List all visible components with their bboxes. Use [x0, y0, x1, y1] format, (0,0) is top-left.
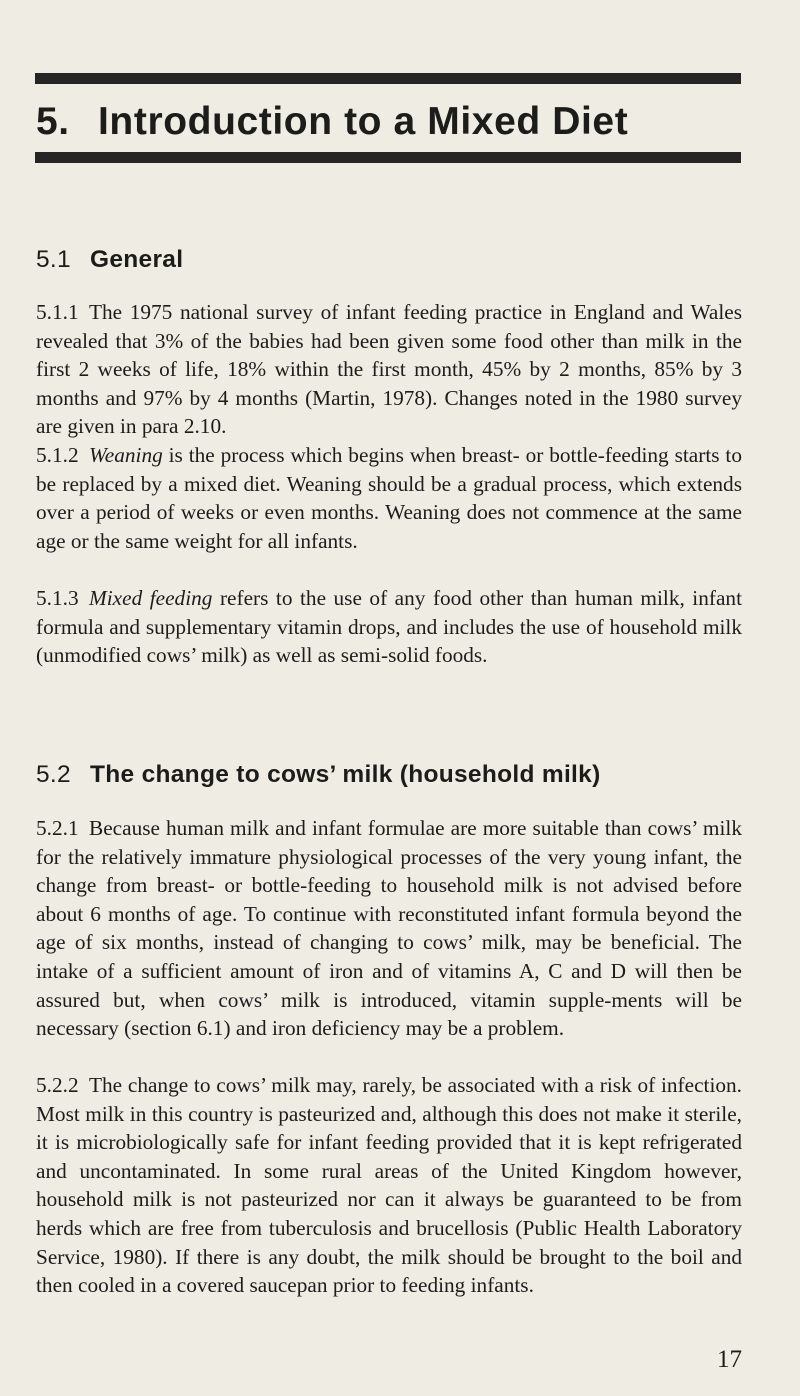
paragraph-number: 5.1.3	[36, 586, 79, 610]
paragraph-number: 5.2.2	[36, 1073, 79, 1097]
page-number: 17	[717, 1346, 742, 1373]
section-heading-5-1	[36, 245, 183, 275]
paragraph-text: refers to the use of any food other than human milk, infant formula and supplementary vitamin drops, and includes the use of household milk (unmodified cows’ milk) as well as semi-solid foods.	[36, 586, 742, 668]
paragraph-5-2-1	[36, 814, 742, 1043]
paragraph-5-1-1	[36, 298, 742, 441]
paragraph-number: 5.1.1	[36, 300, 79, 324]
chapter-top-rule	[35, 73, 741, 84]
paragraph-text: Because human milk and infant formulae are more suitable than cows’ milk for the relatively immature physiological processes of the very young infant, the change from breast- or bottle-feeding to household milk is not advised before about 6 months of age. To continue with reconstituted infant formula beyond the age of six months, instead of changing to cows’ milk, may be beneficial. The intake of a sufficient amount of iron and of vitamins A, C and D will then be assured but, when cows’ milk is introduced, vitamin supple-ments will be necessary (section 6.1) and iron deficiency may be a problem.	[36, 816, 742, 1041]
paragraph-number: 5.1.2	[36, 443, 79, 467]
paragraph-5-1-3	[36, 584, 742, 670]
section-number: 5.1	[36, 246, 71, 273]
chapter-bottom-rule	[35, 152, 741, 163]
section-number: 5.2	[36, 761, 71, 788]
paragraph-text: is the process which begins when breast- or bottle-feeding starts to be replaced by a mixed diet. Weaning should be a gradual process, which extends over a period of weeks or even months. Weaning does not commence at the same age or the same weight for all infants.	[36, 443, 742, 553]
paragraph-5-1-2	[36, 441, 742, 555]
section-heading-text: General	[90, 246, 184, 273]
paragraph-text: The 1975 national survey of infant feeding practice in England and Wales revealed that 3% of the babies had been given some food other than milk in the first 2 weeks of life, 18% within the first month, 45% by 2 months, 85% by 3 months and 97% by 4 months (Martin, 1978). Changes noted in the 1980 survey are given in para 2.10.	[36, 300, 742, 439]
section-heading-5-2	[36, 760, 601, 790]
defined-term: Mixed feeding	[89, 586, 213, 610]
chapter-title	[36, 94, 742, 150]
paragraph-text: The change to cows’ milk may, rarely, be associated with a risk of infection. Most milk in this country is pasteurized and, although this does not make it sterile, it is microbiologically safe for infant feeding provided that it is kept refrigerated and uncontaminated. In some rural areas of the United Kingdom however, household milk is not pasteurized nor can it always be guaranteed to be from herds which are free from tuberculosis and brucellosis (Public Health Laboratory Service, 1980). If there is any doubt, the milk should be brought to the boil and then cooled in a covered saucepan prior to feeding infants.	[36, 1073, 742, 1298]
paragraph-number: 5.2.1	[36, 816, 79, 840]
chapter-title-text: Introduction to a Mixed Diet	[98, 100, 629, 143]
paragraph-5-2-2	[36, 1071, 742, 1300]
section-heading-text: The change to cows’ milk (household milk)	[90, 761, 601, 788]
defined-term: Weaning	[89, 443, 163, 467]
chapter-number: 5.	[36, 100, 70, 143]
